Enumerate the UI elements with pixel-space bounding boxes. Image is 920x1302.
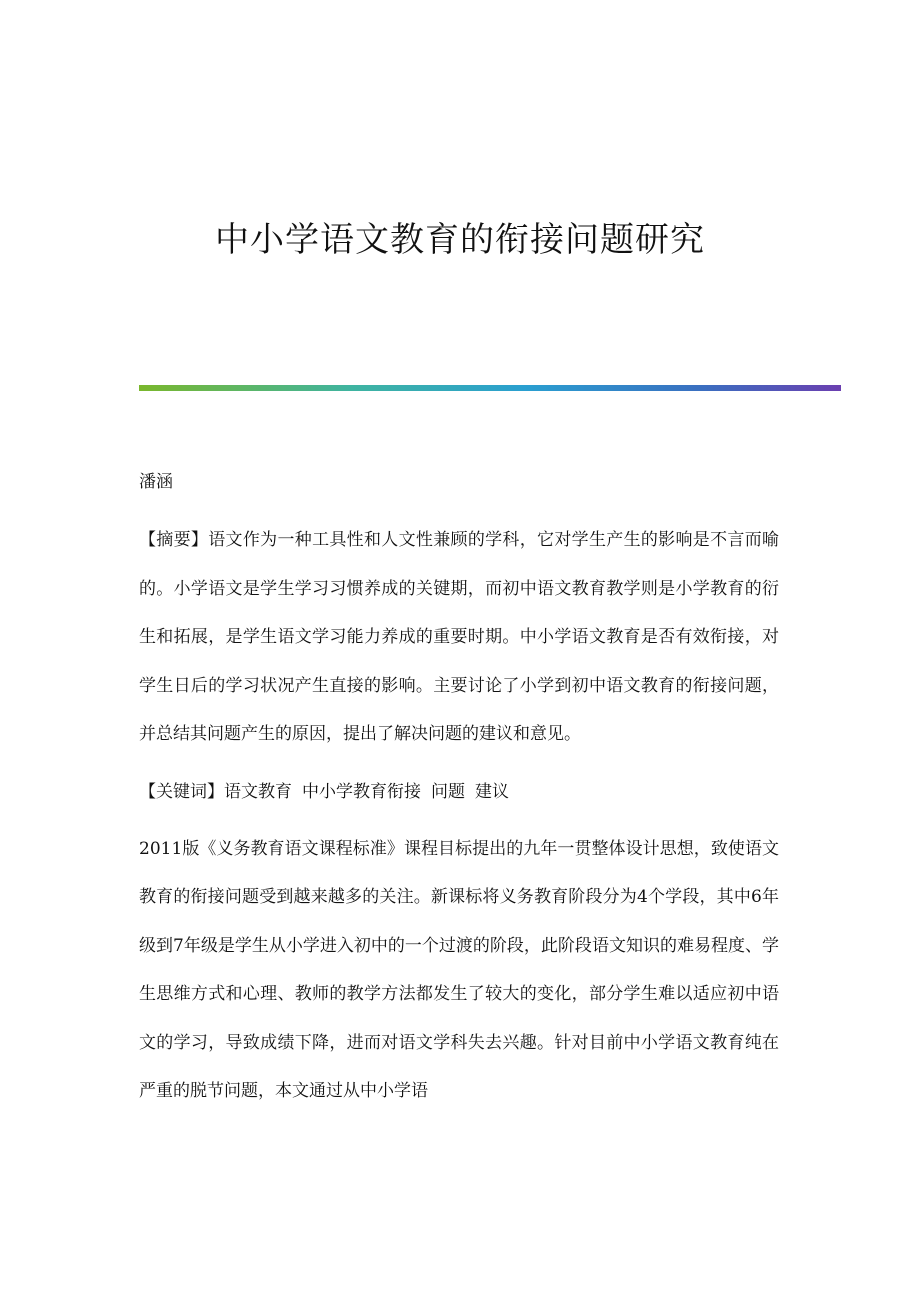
keyword: 建议 bbox=[475, 781, 509, 802]
document-title: 中小学语文教育的衔接问题研究 bbox=[215, 220, 705, 260]
title-divider bbox=[139, 385, 841, 391]
keyword: 语文教育 bbox=[224, 781, 292, 802]
abstract-paragraph bbox=[139, 516, 779, 759]
keywords-line bbox=[139, 776, 779, 808]
keyword: 中小学教育衔接 bbox=[302, 781, 421, 802]
document-body bbox=[139, 466, 779, 1133]
abstract-label: 【摘要】 bbox=[139, 530, 209, 550]
keyword: 问题 bbox=[431, 781, 465, 802]
body-paragraph: 2011版《义务教育语文课程标准》课程目标提出的九年一贯整体设计思想，致使语文教育的衔接问题受到越来越多的关注。新课标将义务教育阶段分为4个学段，其中6年级到7年级是学生从小学进入初中的一个过渡的阶段，此阶段语文知识的难易程度、学生思维方式和心理、教师的教学方法都发生了较大的变化，部分学生难以适应初中语文的学习，导致成绩下降，进而对语文学科失去兴趣。针对目前中小学语文教育纯在严重的脱节问题，本文通过从中小学语 bbox=[139, 838, 779, 1101]
abstract-text: 语文作为一种工具性和人文性兼顾的学科，它对学生产生的影响是不言而喻的。小学语文是学生学习习惯养成的关键期，而初中语文教育教学则是小学教育的衍生和拓展，是学生语文学习能力养成的重要时期。中小学语文教育是否有效衔接，对学生日后的学习状况产生直接的影响。主要讨论了小学到初中语文教育的衔接问题，并总结其问题产生的原因，提出了解决问题的建议和意见。 bbox=[139, 530, 780, 744]
author-name: 潘涵 bbox=[139, 472, 173, 492]
keywords-label: 【关键词】 bbox=[139, 781, 224, 802]
